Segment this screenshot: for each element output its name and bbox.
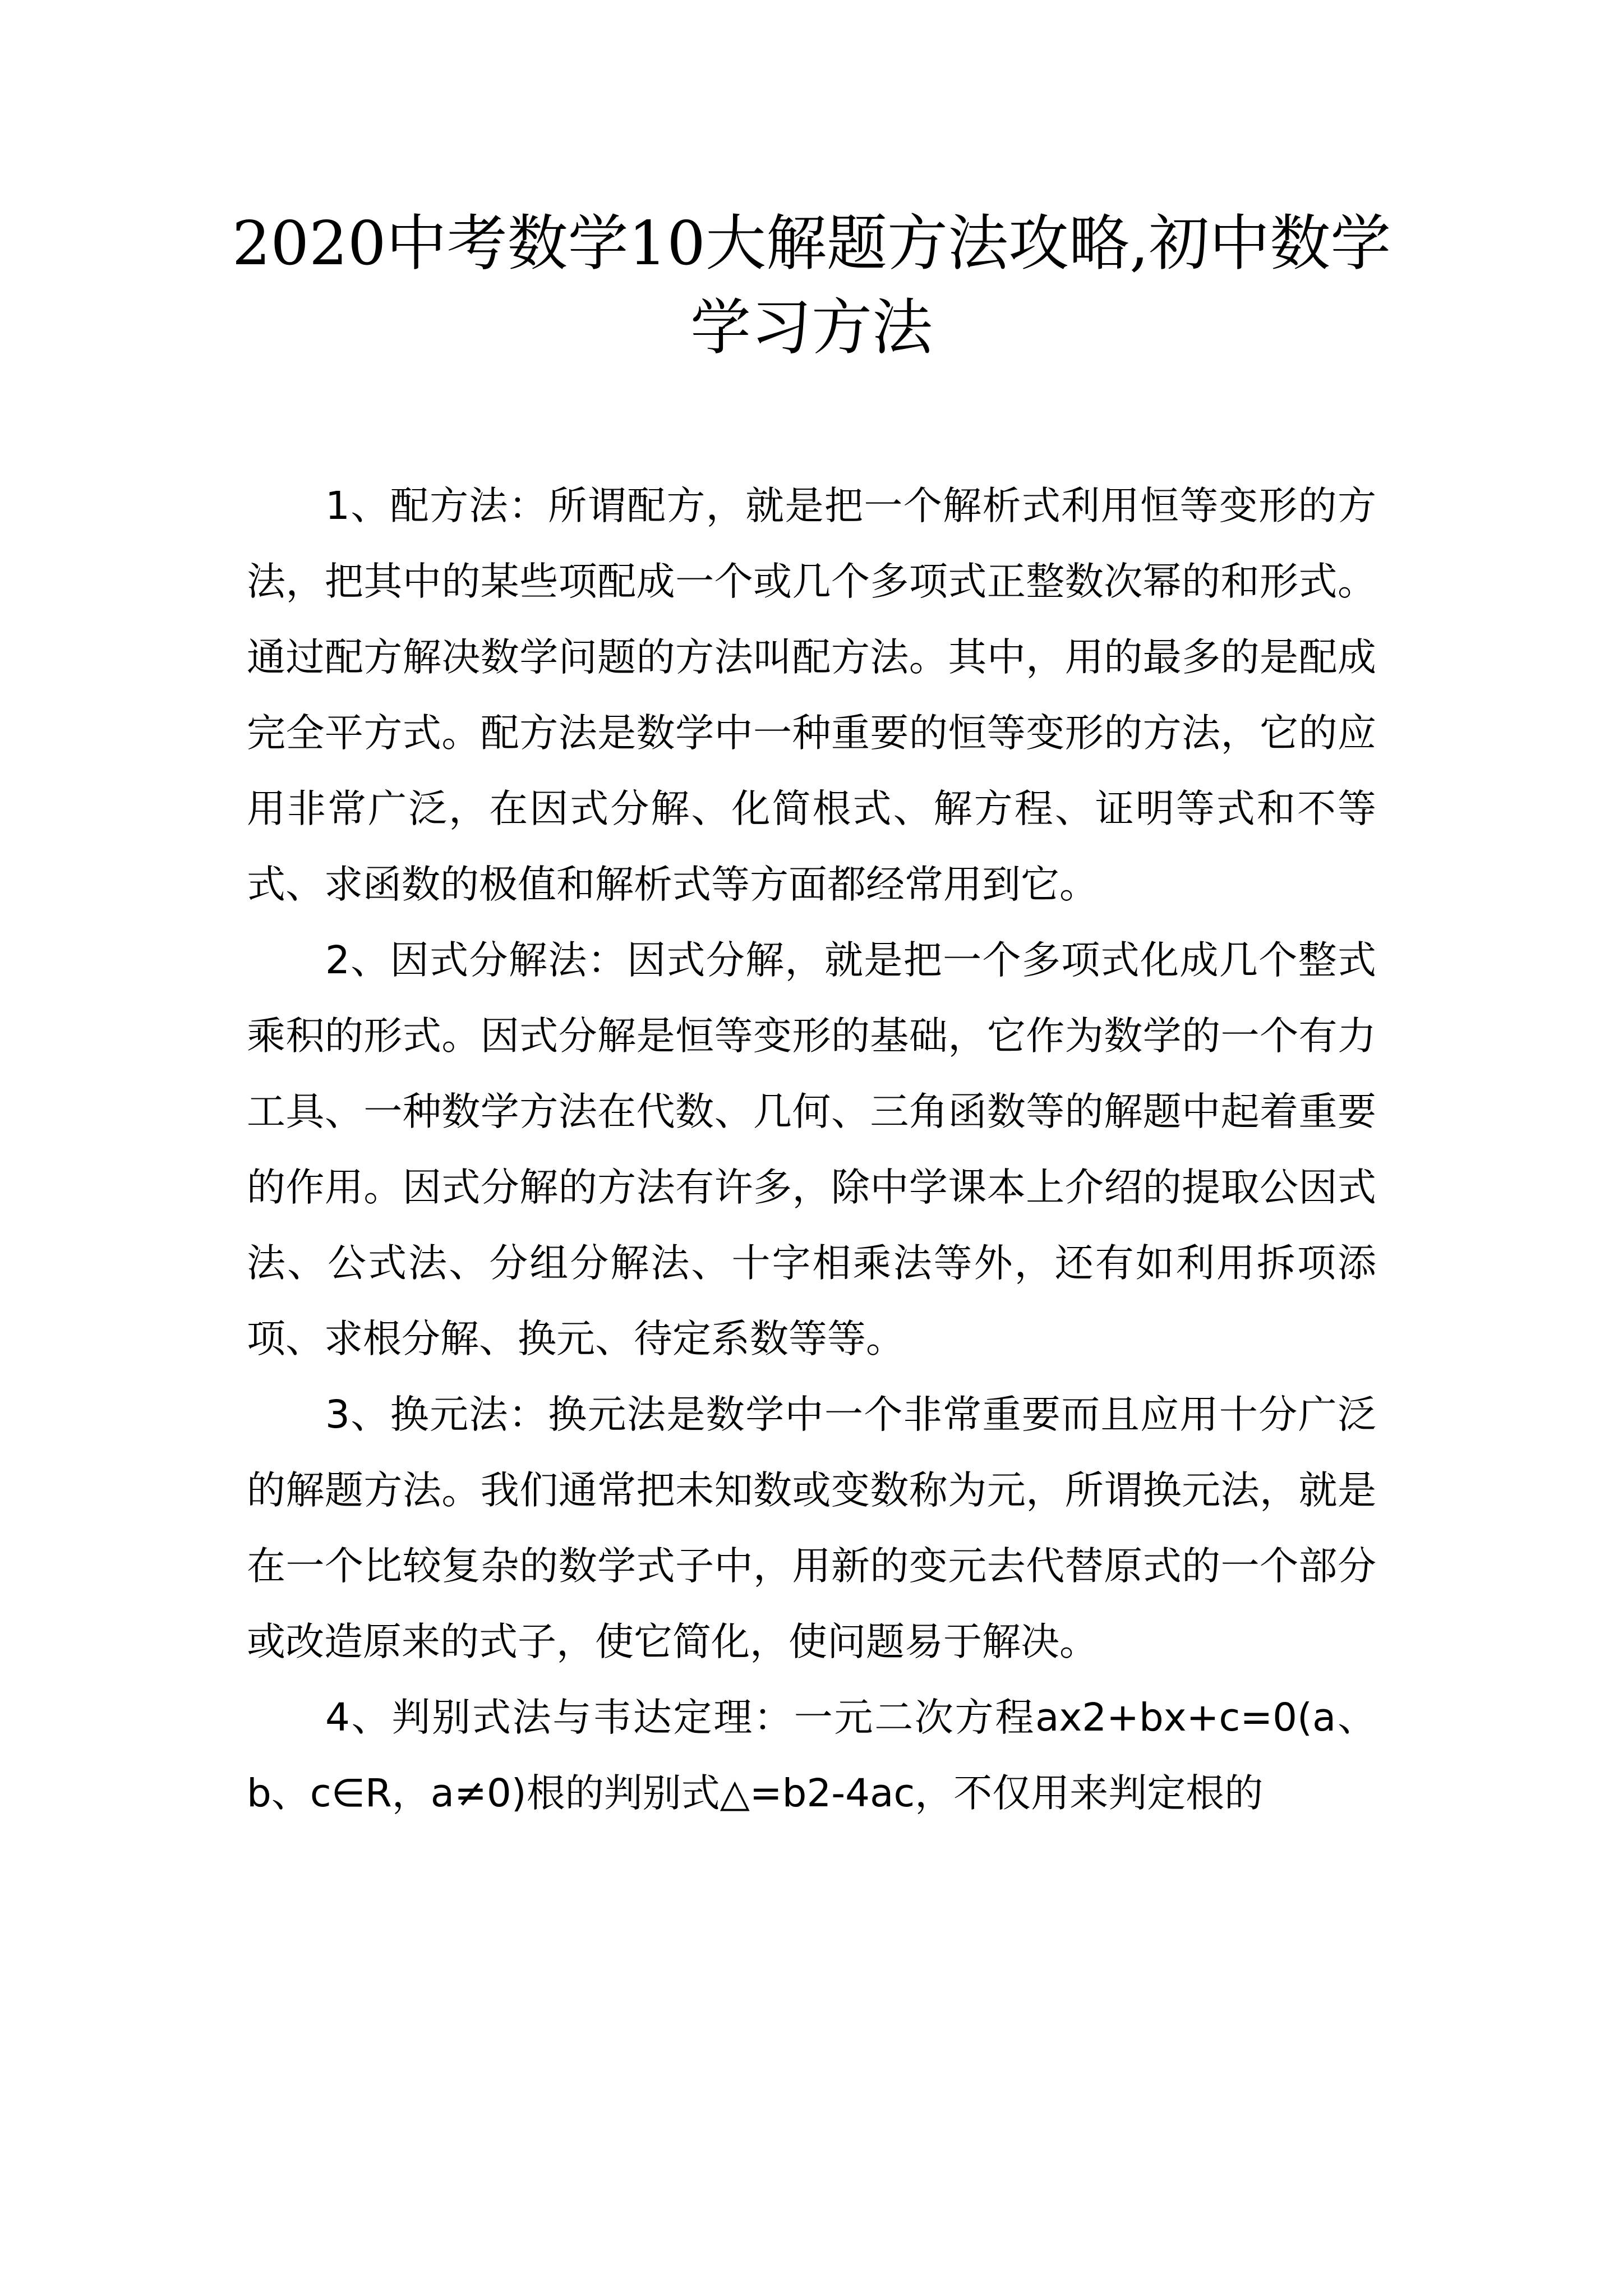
document-title: 2020中考数学10大解题方法攻略,初中数学学习方法 bbox=[232, 209, 1391, 363]
document-body bbox=[247, 468, 1376, 1832]
paragraph-completing-square: 1、配方法：所谓配方，就是把一个解析式利用恒等变形的方法，把其中的某些项配成一个或几个多项式正整数次幂的和形式。通过配方解决数学问题的方法叫配方法。其中，用的最多的是配成完全平方式。配方法是数学中一种重要的恒等变形的方法，它的应用非常广泛，在因式分解、化简根式、解方程、证明等式和不等式、求函数的极值和解析式等方面都经常用到它。 bbox=[247, 484, 1376, 907]
paragraph-substitution: 3、换元法：换元法是数学中一个非常重要而且应用十分广泛的解题方法。我们通常把未知数或变数称为元，所谓换元法，就是在一个比较复杂的数学式子中，用新的变元去代替原式的一个部分或改造原来的式子，使它简化，使问题易于解决。 bbox=[247, 1392, 1376, 1664]
paragraph-discriminant: 4、判别式法与韦达定理：一元二次方程ax2+bx+c=0(a、b、c∈R，a≠0)根的判别式△=b2-4ac，不仅用来判定根的 bbox=[247, 1695, 1376, 1816]
paragraph-factorization: 2、因式分解法：因式分解，就是把一个多项式化成几个整式乘积的形式。因式分解是恒等变形的基础，它作为数学的一个有力工具、一种数学方法在代数、几何、三角函数等的解题中起着重要的作用。因式分解的方法有许多，除中学课本上介绍的提取公因式法、公式法、分组分解法、十字相乘法等外，还有如利用拆项添项、求根分解、换元、待定系数等等。 bbox=[247, 938, 1376, 1361]
